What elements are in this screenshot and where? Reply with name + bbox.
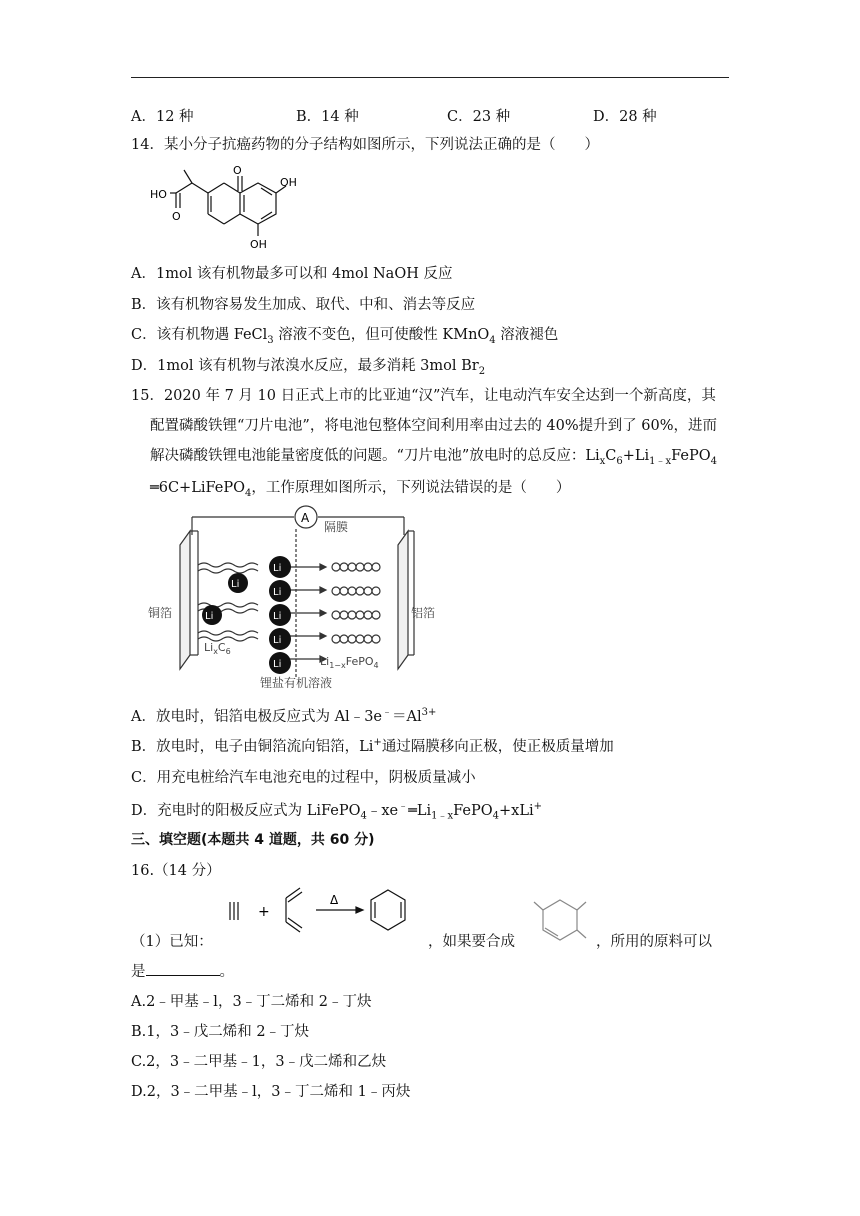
ammeter-label: A xyxy=(301,511,310,525)
q15-option-c: C．用充电桩给汽车电池充电的过程中，阴极质量减小 xyxy=(131,770,476,786)
q13-option-c: C．23 种 xyxy=(447,109,511,125)
q16-part1-known: （1）已知： xyxy=(131,934,213,950)
separator-label: 隔膜 xyxy=(324,520,349,534)
anode-label: $Li_xC_6$ xyxy=(204,641,231,656)
header-rule xyxy=(131,77,729,78)
q15-option-b: B．放电时，电子由铜箔流向铝箔，Li+通过隔膜移向正极，使正极质量增加 xyxy=(131,737,614,755)
cathode-label: $Li_{1-x}FePO_4$ xyxy=(320,655,379,670)
q15-stem-line2: 配置磷酸铁锂“刀片电池”，将电池包整体空间利用率由过去的 40%提升到了 60%，进而 xyxy=(150,418,717,434)
reaction-delta: Δ xyxy=(330,893,339,907)
q16-part1-synthesize: ，如果要合成 xyxy=(428,934,515,950)
q16-part1-raw: ，所用的原料可以 xyxy=(596,934,712,950)
q16-head: 16.（14 分） xyxy=(131,863,221,879)
q16-part1-answer: 是 。 xyxy=(131,964,234,980)
q15-option-d: D．充电时的阳极反应式为 $LiFePO_4﹣xe^﹣═Li_{1﹣x}FePO_4+xLi^+$ xyxy=(131,801,543,822)
q16-option-b: B.1，3﹣戊二烯和 2﹣丁炔 xyxy=(131,1024,310,1040)
mol-o-bottom: O xyxy=(172,210,181,223)
li-ion-label: Li xyxy=(273,635,282,646)
li-ion-label: Li xyxy=(273,611,282,622)
reaction-plus: + xyxy=(258,904,270,920)
q14-option-c: C．该有机物遇 FeCl$_3$ 溶液不变色，但可使酸性 KMnO$_4$ 溶液褪色 xyxy=(131,327,559,346)
mol-oh-right: OH xyxy=(280,176,297,189)
mol-ho-left: HO xyxy=(150,188,167,201)
answer-blank[interactable] xyxy=(146,963,220,976)
q14-stem: 14．某小分子抗癌药物的分子结构如图所示，下列说法正确的是（ ） xyxy=(131,137,599,153)
q15-stem-line3: 解决磷酸铁锂电池能量密度低的问题。“刀片电池”放电时的总反应：$Li_xC_6+Li_{1﹣x}FePO_4$ xyxy=(150,448,718,467)
li-ion-label: Li xyxy=(205,611,214,622)
q14-option-d: D．1mol 该有机物与浓溴水反应，最多消耗 3mol $Br_2$ xyxy=(131,358,486,377)
q13-option-b: B．14 种 xyxy=(296,109,359,125)
aluminum-label: 铝箔 xyxy=(411,606,436,620)
q15-stem-line4: ═6C+LiFePO$_4$，工作原理如图所示，下列说法错误的是（ ） xyxy=(150,480,571,499)
li-ion-label: Li xyxy=(273,587,282,598)
reaction-scheme xyxy=(216,880,426,950)
q16-option-a: A.2﹣甲基﹣l，3﹣丁二烯和 2﹣丁炔 xyxy=(131,994,372,1010)
copper-label: 铜箔 xyxy=(148,606,173,620)
section-heading: 三、填空题(本题共 4 道题，共 60 分) xyxy=(131,832,375,848)
li-ion-label: Li xyxy=(231,579,240,590)
q14-option-a: A．1mol 该有机物最多可以和 4mol NaOH 反应 xyxy=(131,266,453,282)
electrolyte-label: 锂盐有机溶液 xyxy=(260,676,333,690)
q15-option-a: A．放电时，铝箔电极反应式为 $Al﹣3e^﹣=Al^{3+}$ xyxy=(131,707,437,725)
q15-stem-line1: 15．2020 年 7 月 10 日正式上市的比亚迪“汉”汽车，让电动汽车安全达到一个新高度，其 xyxy=(131,388,716,404)
target-molecule xyxy=(530,890,592,950)
q14-option-b: B．该有机物容易发生加成、取代、中和、消去等反应 xyxy=(131,297,476,313)
mol-o-top: O xyxy=(233,164,242,177)
q13-option-a: A．12 种 xyxy=(131,109,194,125)
q16-option-c: C.2，3﹣二甲基﹣1，3﹣戊二烯和乙炔 xyxy=(131,1054,387,1070)
li-ion-label: Li xyxy=(273,659,282,670)
battery-diagram xyxy=(140,505,436,695)
q13-option-d: D．28 种 xyxy=(593,109,657,125)
molecule-structure xyxy=(140,158,300,258)
mol-oh-bottom: OH xyxy=(250,238,267,251)
q16-option-d: D.2，3﹣二甲基﹣l，3﹣丁二烯和 1﹣丙炔 xyxy=(131,1084,411,1100)
li-ion-label: Li xyxy=(273,563,282,574)
